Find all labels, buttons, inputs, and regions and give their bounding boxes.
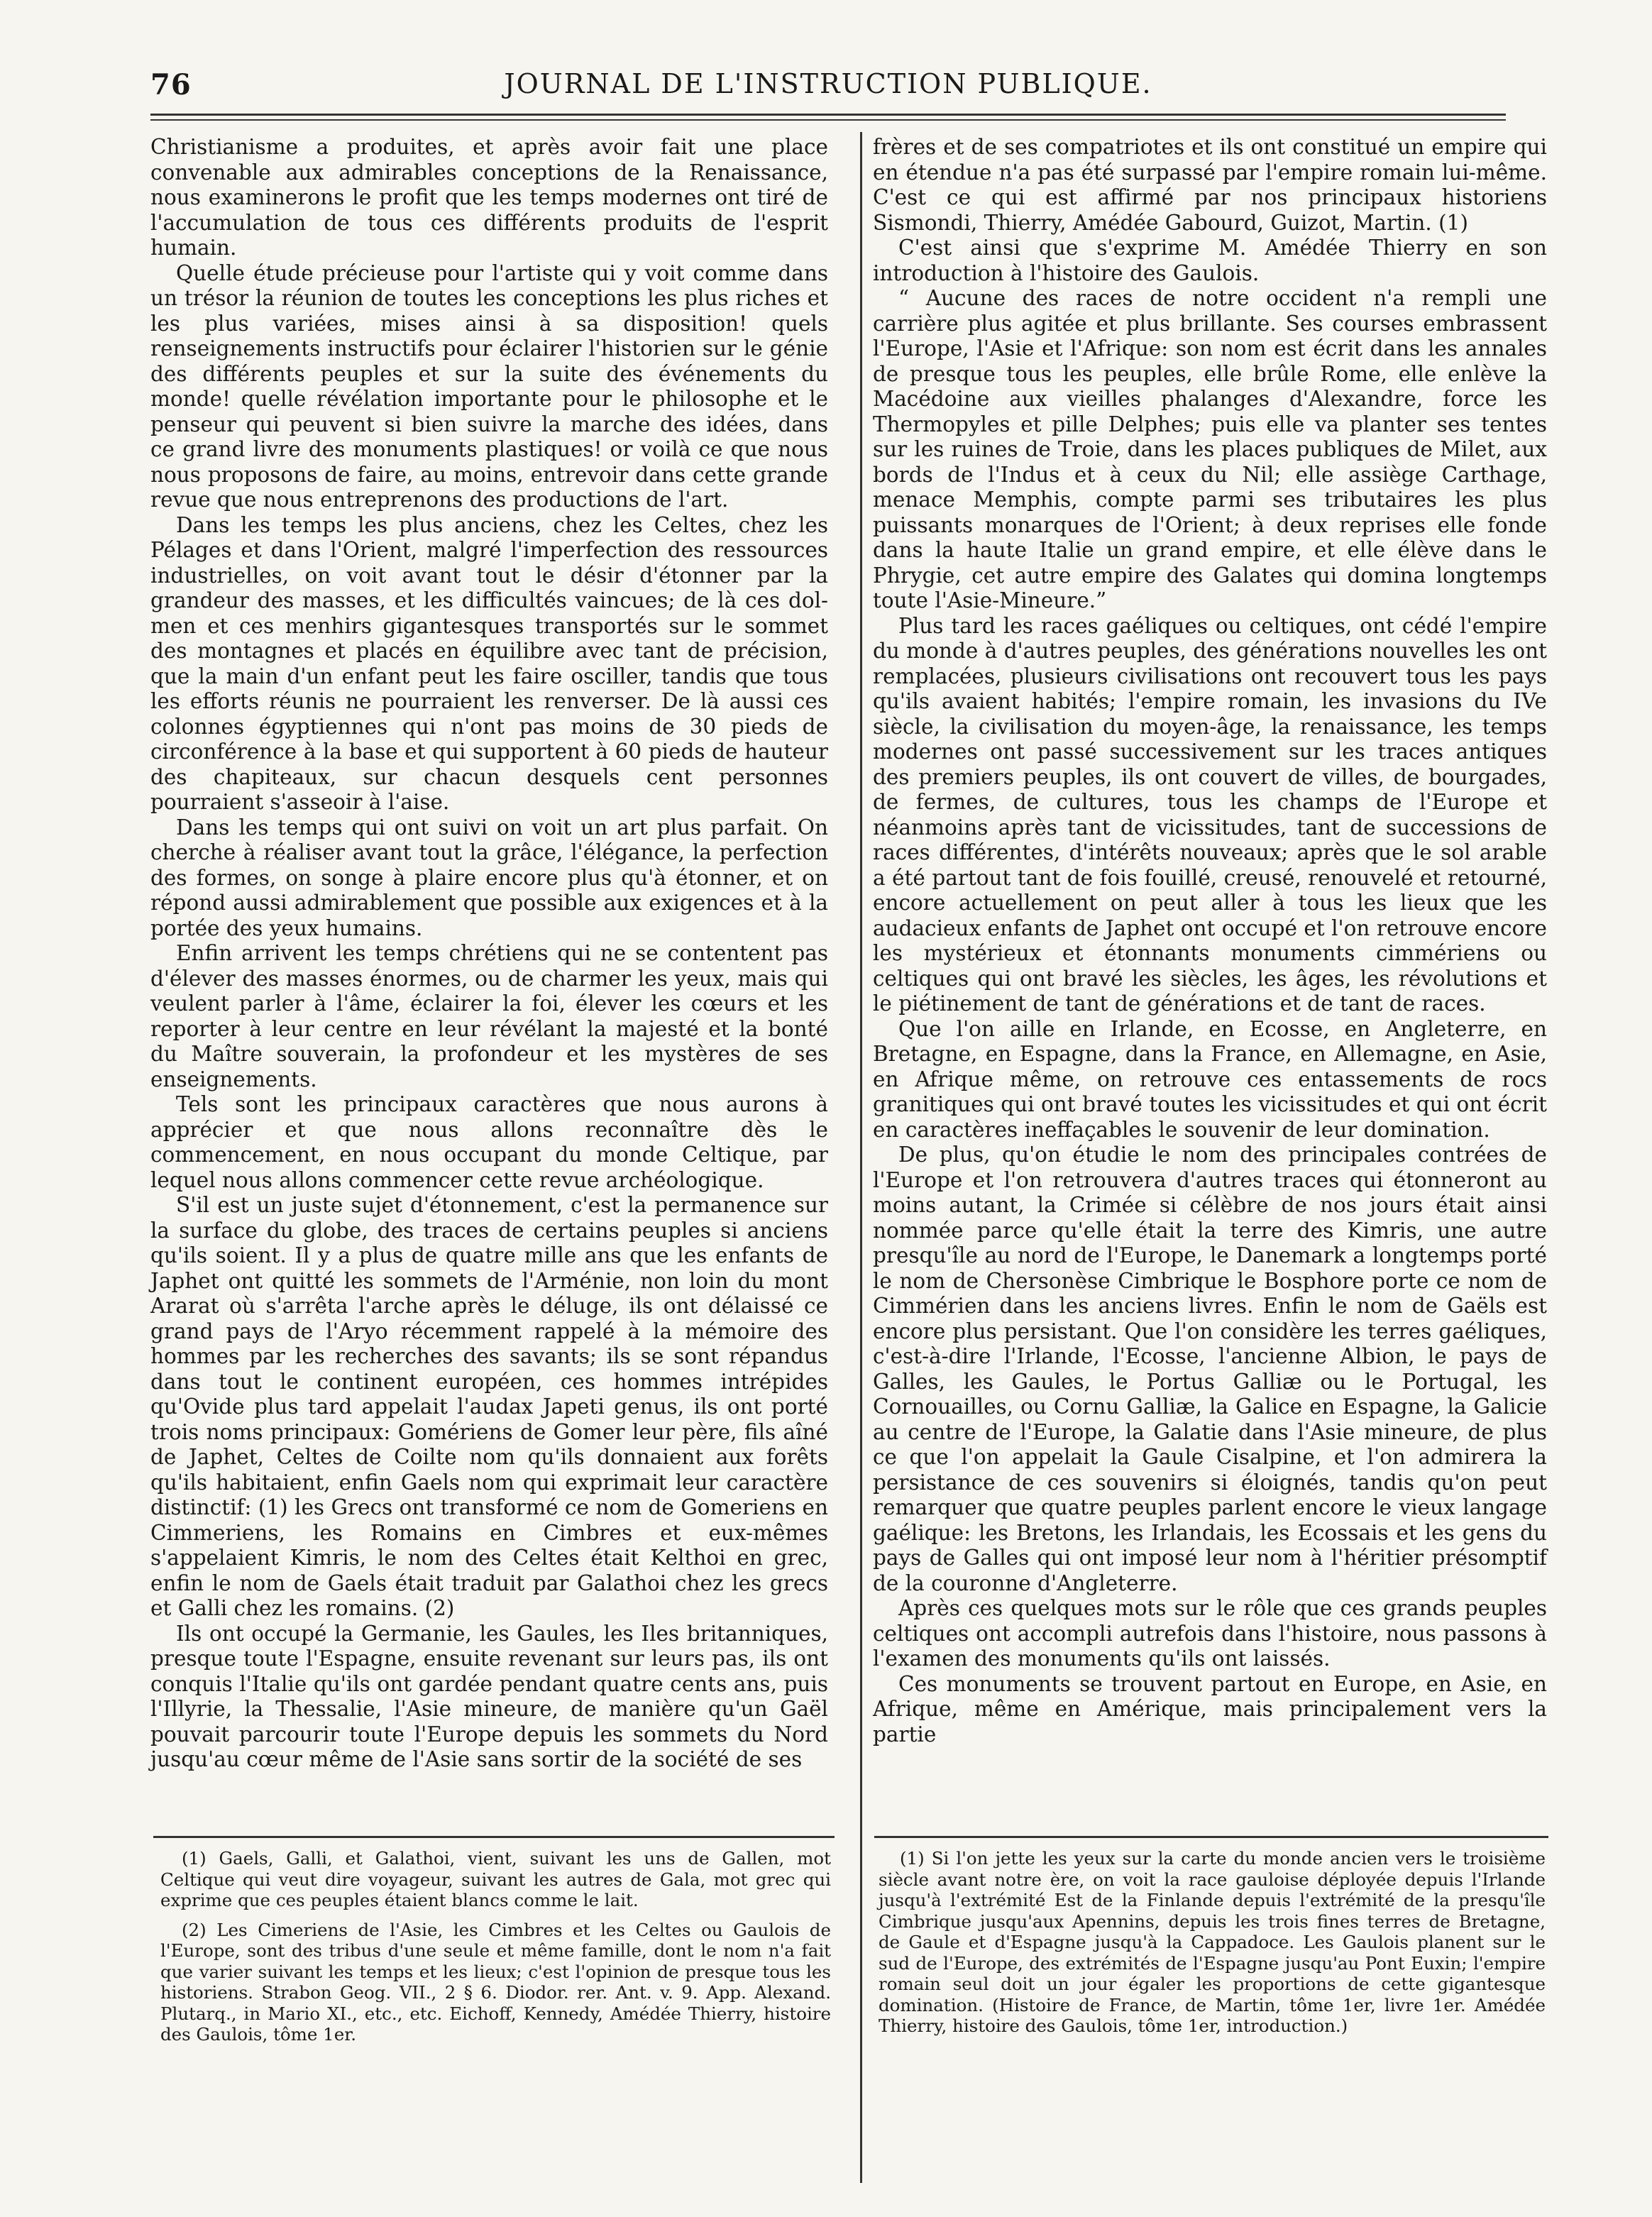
paragraph: Christianisme a produites, et après avoir fait une place convenable aux admirables conceptions de la Renaissance, nous examinerons le profit que les temps modernes ont tiré de l'accumulation de tous ces différents produits de l'esprit humain. [150, 135, 828, 260]
header-rule-double [150, 119, 1506, 121]
page-number: 76 [150, 68, 192, 101]
paragraph: Que l'on aille en Irlande, en Ecosse, en Angleterre, en Bretagne, en Espagne, dans la France, en Allemagne, en Asie, en Afrique même, on retrouve ces entassements de rocs granitiques qui ont bravé toutes les vicissitudes et qui ont écrit en caractères ineffaçables le souvenir de leur domination. [873, 1016, 1547, 1142]
paragraph: Ils ont occupé la Germanie, les Gaules, les Iles britanniques, presque toute l'Espagne, ensuite revenant sur leurs pas, ils ont conquis l'Italie qu'ils ont gardée pendant quatre cents ans, puis l'Illyrie, la Thessalie, l'Asie mineure, de manière qu'un Gaël pouvait parcourir toute l'Europe depuis les sommets du Nord jusqu'au cœur même de l'Asie sans sortir de la société de ses [150, 1621, 828, 1771]
paragraph: Plus tard les races gaéliques ou celtiques, ont cédé l'empire du monde à d'autres peuples, des générations nouvelles les ont remplacées, plusieurs civilisations ont recouvert tous les pays qu'ils avaient habités; l'empire romain, les invasions du IVe siècle, la civilisation du moyen-âge, la renaissance, les temps modernes ont passé successivement sur les traces antiques des premiers peuples, ils ont couvert de villes, de bourgades, de fermes, de cultures, tous les champs de l'Europe et néanmoins après tant de vicissitudes, tant de successions de races différentes, d'intérêts nouveaux; après que le sol arable a été partout tant de fois fouillé, creusé, renouvelé et retourné, encore actuellement on peut aller à tous les lieux que les audacieux enfants de Japhet ont occupé et l'on retrouve encore les mystérieux et étonnants monuments cimmériens ou celtiques qui ont bravé les siècles, les âges, les révolutions et le piétinement de tant de générations et de tant de races. [873, 613, 1547, 1016]
paragraph: Dans les temps les plus anciens, chez les Celtes, chez les Pélages et dans l'Orient, malgré l'imperfection des ressources industrielles, on voit avant tout le désir d'étonner par la grandeur des masses, et les difficultés vaincues; de là ces dol-men et ces menhirs gigantesques transportés sur le sommet des montagnes et placés en équilibre avec tant de précision, que la main d'un enfant peut les faire osciller, tandis que tous les efforts réunis ne pourraient les renverser. De là aussi ces colonnes égyptiennes qui n'ont pas moins de 30 pieds de circonférence à la base et qui supportent à 60 pieds de hauteur des chapiteaux, sur chacun desquels cent personnes pourraient s'asseoir à l'aise. [150, 512, 828, 814]
paragraph: De plus, qu'on étudie le nom des principales contrées de l'Europe et l'on retrouvera d'autres traces qui étonneront au moins autant, la Crimée si célèbre de nos jours était ainsi nommée parce qu'elle était la terre des Kimris, une autre presqu'île au nord de l'Europe, le Danemark a longtemps porté le nom de Chersonèse Cimbrique le Bosphore porte ce nom de Cimmérien dans les anciens livres. Enfin le nom de Gaëls est encore plus persistant. Que l'on considère les terres gaéliques, c'est-à-dire l'Irlande, l'Ecosse, l'ancienne Albion, le pays de Galles, les Gaules, le Portus Galliæ ou le Portugal, les Cornouailles, ou Cornu Galliæ, la Galice en Espagne, la Galicie au centre de l'Europe, la Galatie dans l'Asie mineure, de plus ce que l'on appelait la Gaule Cisalpine, et l'on admirera la persistance de ces souvenirs si éloignés, tandis qu'on peut remarquer que quatre peuples parlent encore le vieux langage gaélique: les Bretons, les Irlandais, les Ecossais et les gens du pays de Galles qui ont imposé leur nom à l'héritier présomptif de la couronne d'Angleterre. [873, 1143, 1547, 1595]
paragraph: Dans les temps qui ont suivi on voit un art plus parfait. On cherche à réaliser avant tout la grâce, l'élégance, la perfection des formes, on songe à plaire encore plus qu'à étonner, et on répond aussi admirablement que possible aux exigences et à la portée des yeux humains. [150, 815, 828, 940]
right-column [873, 135, 1547, 1747]
paragraph: Enfin arrivent les temps chrétiens qui ne se contentent pas d'élever des masses énormes, ou de charmer les yeux, mais qui veulent parler à l'âme, éclairer la foi, élever les cœurs et les reporter à leur centre en leur révélant la majesté et la bonté du Maître souverain, la profondeur et les mystères de ses enseignements. [150, 941, 828, 1091]
paragraph: Tels sont les principaux caractères que nous aurons à apprécier et que nous allons reconnaître dès le commencement, en nous occupant du monde Celtique, par lequel nous allons commencer cette revue archéologique. [150, 1092, 828, 1192]
footnote-rule-left [153, 1836, 835, 1838]
running-title: JOURNAL DE L'INSTRUCTION PUBLIQUE. [504, 68, 1152, 99]
footnote: (1) Gaels, Galli, et Galathoi, vient, suivant les uns de Gallen, mot Celtique qui veut dire voyageur, suivant les autres de Gala, mot grec qui exprime que ces peuples étaient blancs comme le lait. [160, 1848, 831, 1910]
page-header [150, 68, 1506, 108]
paragraph: frères et de ses compatriotes et ils ont constitué un empire qui en étendue n'a pas été surpassé par l'empire romain lui-même. C'est ce qui est affirmé par nos principaux historiens Sismondi, Thierry, Amédée Gabourd, Guizot, Martin. (1) [873, 135, 1547, 235]
header-rule [150, 114, 1506, 116]
paragraph: Quelle étude précieuse pour l'artiste qui y voit comme dans un trésor la réunion de toutes les conceptions les plus riches et les plus variées, mises ainsi à sa disposition! quels renseignements instructifs pour éclairer l'historien sur le génie des différents peuples et sur la suite des événements du monde! quelle révélation importante pour le philosophe et le penseur qui peuvent si bien suivre la marche des idées, dans ce grand livre des monuments plastiques! or voilà ce que nous nous proposons de faire, au moins, entrevoir dans cette grande revue que nous entreprenons des productions de l'art. [150, 260, 828, 512]
column-divider [860, 132, 862, 2183]
footnote: (2) Les Cimeriens de l'Asie, les Cimbres et les Celtes ou Gaulois de l'Europe, sont des tribus d'une seule et même famille, dont le nom n'a fait que varier suivant les temps et les lieux; c'est l'opinion de presque tous les historiens. Strabon Geog. VII., 2 § 6. Diodor. rer. Ant. v. 9. App. Alexand. Plutarq., in Mario XI., etc., etc. Eichoff, Kennedy, Amédée Thierry, histoire des Gaulois, tôme 1er. [160, 1919, 831, 2045]
paragraph: Après ces quelques mots sur le rôle que ces grands peuples celtiques ont accompli autrefois dans l'histoire, nous passons à l'examen des monuments qu'ils ont laissés. [873, 1596, 1547, 1671]
left-column [150, 135, 828, 1773]
footnote-rule-right [874, 1836, 1548, 1838]
paragraph: “ Aucune des races de notre occident n'a rempli une carrière plus agitée et plus brillante. Ses courses embrassent l'Europe, l'Asie et l'Afrique: son nom est écrit dans les annales de presque tous les peuples, elle brûle Rome, elle enlève la Macédoine aux vieilles phalanges d'Alexandre, force les Thermopyles et pille Delphes; puis elle va planter ses tentes sur les ruines de Troie, dans les places publiques de Milet, aux bords de l'Indus et à ceux du Nil; elle assiège Carthage, menace Memphis, compte parmi ses tributaires les plus puissants monarques de l'Orient; à deux reprises elle fonde dans la haute Italie un grand empire, et elle élève dans le Phrygie, cet autre empire des Galates qui domina longtemps toute l'Asie-Mineure.” [873, 286, 1547, 612]
footnotes-right [879, 1848, 1546, 2045]
paragraph: Ces monuments se trouvent partout en Europe, en Asie, en Afrique, même en Amérique, mais principalement vers la partie [873, 1671, 1547, 1746]
footnotes-left [160, 1848, 831, 2054]
paragraph: S'il est un juste sujet d'étonnement, c'est la permanence sur la surface du globe, des traces de certains peuples si anciens qu'ils soient. Il y a plus de quatre mille ans que les enfants de Japhet ont quitté les sommets de l'Arménie, non loin du mont Ararat où s'arrêta l'arche après le déluge, ils ont délaissé ce grand pays de l'Aryo récemment rappelé à la mémoire des hommes par les recherches des savants; ils se sont répandus dans tout le continent européen, ces hommes intrépides qu'Ovide plus tard appelait l'audax Japeti genus, ils ont porté trois noms principaux: Gomériens de Gomer leur père, fils aîné de Japhet, Celtes de Coilte nom qu'ils donnaient aux forêts qu'ils habitaient, enfin Gaels nom qui exprimait leur caractère distinctif: (1) les Grecs ont transformé ce nom de Gomeriens en Cimmeriens, les Romains en Cimbres et eux-mêmes s'appelaient Kimris, le nom des Celtes était Kelthoi en grec, enfin le nom de Gaels était traduit par Galathoi chez les grecs et Galli chez les romains. (2) [150, 1193, 828, 1620]
footnote: (1) Si l'on jette les yeux sur la carte du monde ancien vers le troisième siècle avant notre ère, on voit la race gauloise déployée depuis l'Irlande jusqu'à l'extrémité Est de la Finlande depuis l'extrémité de la presqu'île Cimbrique jusqu'aux Apennins, depuis les trois fines terres de Bretagne, de Gaule et d'Espagne jusqu'à la Cappadoce. Les Gaulois planent sur le sud de l'Europe, des extrémités de l'Espagne jusqu'au Pont Euxin; l'empire romain seul doit un jour égaler les proportions de cette gigantesque domination. (Histoire de France, de Martin, tôme 1er, livre 1er. Amédée Thierry, histoire des Gaulois, tôme 1er, introduction.) [879, 1848, 1546, 2036]
paragraph: C'est ainsi que s'exprime M. Amédée Thierry en son introduction à l'histoire des Gaulois. [873, 236, 1547, 285]
